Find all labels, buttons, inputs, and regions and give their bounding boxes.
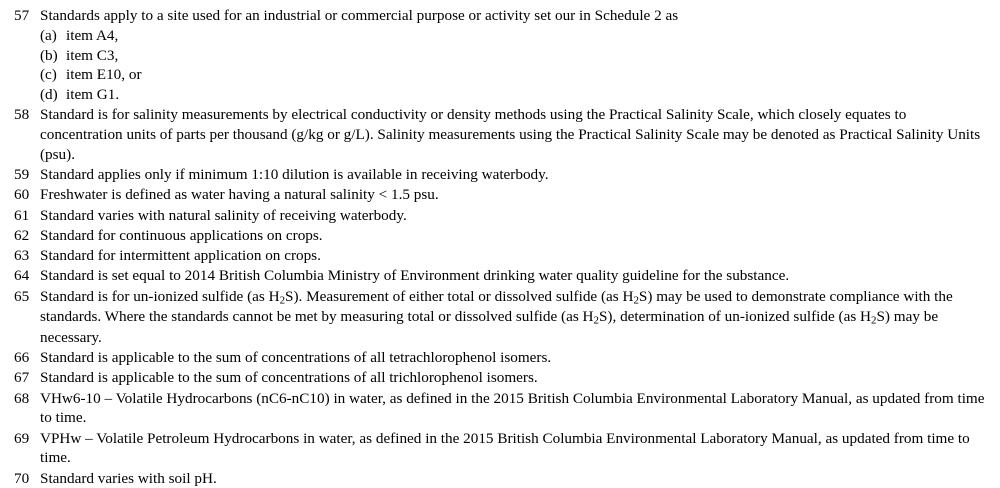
footnote-body bbox=[40, 287, 992, 348]
footnote-number: 68 bbox=[8, 389, 40, 409]
footnote-body bbox=[40, 348, 992, 368]
footnote-item bbox=[8, 348, 992, 368]
sublist-label: (a) bbox=[40, 26, 66, 46]
footnote-item bbox=[8, 287, 992, 348]
footnote-item bbox=[8, 429, 992, 469]
footnote-number: 64 bbox=[8, 266, 40, 286]
footnote-text: Standard is set equal to 2014 British Columbia Ministry of Environment drinking water quality guideline for the substance. bbox=[40, 266, 986, 286]
footnote-body bbox=[40, 389, 992, 429]
list-item bbox=[40, 85, 986, 105]
footnote-number: 65 bbox=[8, 287, 40, 307]
footnote-text: Standard is for un-ionized sulfide (as $H_2S$). Measurement of either total or dissolved sulfide (as $H_2S$) may be used to demonstrate compliance with the standards. Where the standards cannot be met by measuring total or dissolved sulfide (as $H_2S$), determination of un-ionized sulfide (as $H_2S$) may be necessary. bbox=[40, 287, 986, 348]
footnote-number: 70 bbox=[8, 469, 40, 488]
footnote-body bbox=[40, 246, 992, 266]
list-item bbox=[40, 65, 986, 85]
footnote-number: 69 bbox=[8, 429, 40, 449]
sublist-text: item C3, bbox=[66, 46, 118, 66]
footnote-text: Standard is applicable to the sum of concentrations of all trichlorophenol isomers. bbox=[40, 368, 986, 388]
footnote-text: Freshwater is defined as water having a natural salinity < 1.5 psu. bbox=[40, 185, 986, 205]
footnote-number: 63 bbox=[8, 246, 40, 266]
footnote-text: Standard is for salinity measurements by electrical conductivity or density methods using the Practical Salinity Scale, which closely equates to concentration units of parts per thousand (g/kg or g/L). Salinity measurements using the Practical Salinity Scale may be denoted as Practical Salinity Units (psu). bbox=[40, 105, 986, 164]
footnote-body bbox=[40, 185, 992, 205]
footnote-body bbox=[40, 6, 992, 105]
footnote-body bbox=[40, 226, 992, 246]
sublist-label: (c) bbox=[40, 65, 66, 85]
footnote-number: 59 bbox=[8, 165, 40, 185]
footnote-item bbox=[8, 165, 992, 185]
footnote-text: Standard varies with natural salinity of receiving waterbody. bbox=[40, 206, 986, 226]
footnote-item bbox=[8, 469, 992, 488]
footnote-item bbox=[8, 6, 992, 105]
footnote-body bbox=[40, 368, 992, 388]
footnote-item bbox=[8, 266, 992, 286]
footnote-body bbox=[40, 165, 992, 185]
footnote-item bbox=[8, 105, 992, 164]
footnote-item bbox=[8, 368, 992, 388]
sublist-text: item G1. bbox=[66, 85, 119, 105]
footnote-number: 60 bbox=[8, 185, 40, 205]
footnote-item bbox=[8, 206, 992, 226]
footnote-item bbox=[8, 226, 992, 246]
footnote-text: VHw6-10 – Volatile Hydrocarbons (nC6-nC10) in water, as defined in the 2015 British Columbia Environmental Laboratory Manual, as updated from time to time. bbox=[40, 389, 986, 429]
footnote-item bbox=[8, 246, 992, 266]
footnote-sublist bbox=[40, 26, 986, 105]
footnote-number: 62 bbox=[8, 226, 40, 246]
footnote-number: 61 bbox=[8, 206, 40, 226]
footnote-text: Standard is applicable to the sum of concentrations of all tetrachlorophenol isomers. bbox=[40, 348, 986, 368]
footnote-body bbox=[40, 105, 992, 164]
sublist-label: (b) bbox=[40, 46, 66, 66]
footnote-body bbox=[40, 469, 992, 488]
footnote-body bbox=[40, 206, 992, 226]
footnote-list bbox=[8, 6, 992, 488]
sublist-label: (d) bbox=[40, 85, 66, 105]
list-item bbox=[40, 46, 986, 66]
sublist-text: item A4, bbox=[66, 26, 118, 46]
footnote-item bbox=[8, 185, 992, 205]
footnote-number: 67 bbox=[8, 368, 40, 388]
list-item bbox=[40, 26, 986, 46]
footnote-body bbox=[40, 266, 992, 286]
footnote-text: Standard varies with soil pH. bbox=[40, 469, 986, 488]
footnote-number: 57 bbox=[8, 6, 40, 26]
footnote-text: Standard for intermittent application on crops. bbox=[40, 246, 986, 266]
footnote-number: 58 bbox=[8, 105, 40, 125]
footnote-number: 66 bbox=[8, 348, 40, 368]
footnote-text: Standard for continuous applications on crops. bbox=[40, 226, 986, 246]
footnote-text: VPHw – Volatile Petroleum Hydrocarbons in water, as defined in the 2015 British Columbia Environmental Laboratory Manual, as updated from time to time. bbox=[40, 429, 986, 469]
footnote-item bbox=[8, 389, 992, 429]
sublist-text: item E10, or bbox=[66, 65, 142, 85]
footnote-body bbox=[40, 429, 992, 469]
footnote-text: Standards apply to a site used for an industrial or commercial purpose or activity set our in Schedule 2 as bbox=[40, 6, 986, 26]
footnote-text: Standard applies only if minimum 1:10 dilution is available in receiving waterbody. bbox=[40, 165, 986, 185]
